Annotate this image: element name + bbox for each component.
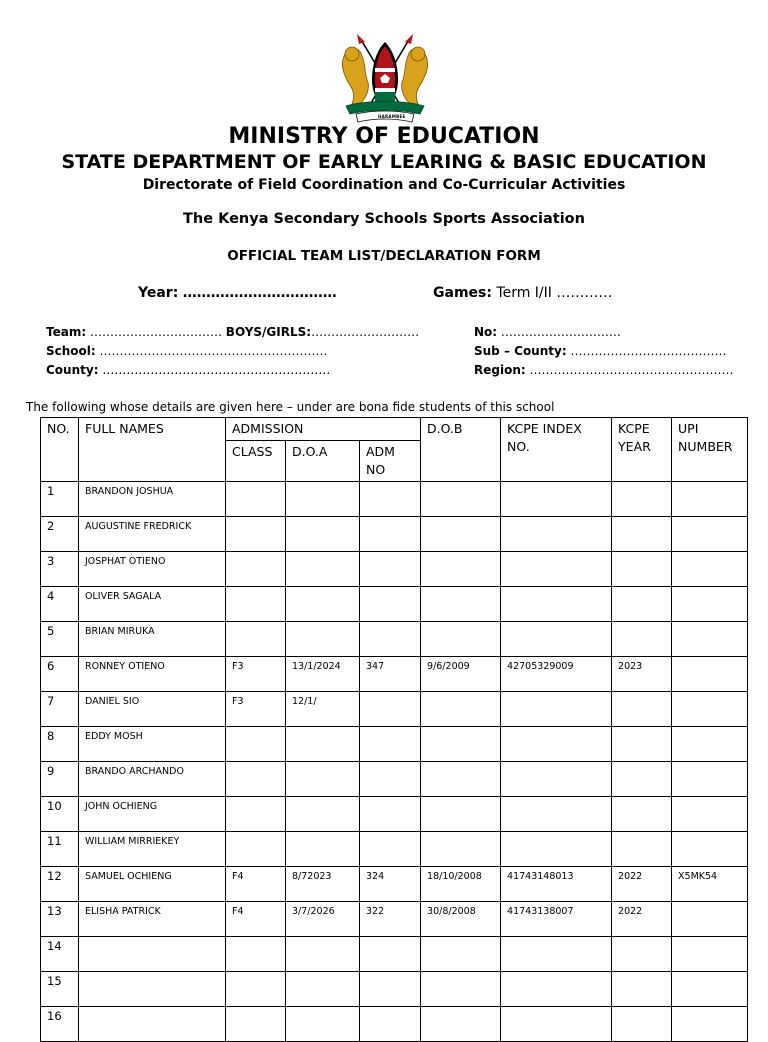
kcpe-index-cell [501, 1007, 612, 1042]
row-number: 13 [41, 902, 79, 937]
kcpe-index-cell [501, 762, 612, 797]
class-cell [226, 622, 286, 657]
region-field [474, 363, 734, 377]
kcpe-year-cell [612, 762, 672, 797]
student-name: OLIVER SAGALA [79, 587, 226, 622]
doa-cell [286, 972, 360, 1007]
kcpe-year-cell: 2022 [612, 902, 672, 937]
upi-cell [672, 587, 748, 622]
adm-no-cell [360, 587, 421, 622]
header-adm-no-line2: NO [366, 462, 386, 477]
games-value: Term I/II ………… [496, 285, 613, 301]
upi-cell [672, 762, 748, 797]
kcpe-index-cell [501, 517, 612, 552]
student-name: SAMUEL OCHIENG [79, 867, 226, 902]
dob-cell [421, 587, 501, 622]
table-row [41, 902, 748, 937]
row-number: 12 [41, 867, 79, 902]
school-field [46, 344, 328, 358]
games-label: Games: [433, 285, 492, 301]
upi-cell [672, 692, 748, 727]
student-name: WILLIAM MIRRIEKEY [79, 832, 226, 867]
student-name: EDDY MOSH [79, 727, 226, 762]
kcpe-year-cell [612, 552, 672, 587]
kcpe-index-cell [501, 832, 612, 867]
class-cell [226, 797, 286, 832]
region-label: Region: [474, 363, 526, 377]
dob-cell [421, 832, 501, 867]
county-field [46, 363, 330, 377]
header-no: NO. [41, 418, 79, 482]
directorate-title: Directorate of Field Coordination and Co-Curricular Activities [142, 177, 626, 193]
row-number: 10 [41, 797, 79, 832]
kcpe-year-cell [612, 587, 672, 622]
dob-cell: 18/10/2008 [421, 867, 501, 902]
student-name: ELISHA PATRICK [79, 902, 226, 937]
kcpe-year-cell [612, 797, 672, 832]
doa-cell: 8/72023 [286, 867, 360, 902]
dob-cell [421, 762, 501, 797]
kcpe-index-cell [501, 797, 612, 832]
class-cell [226, 762, 286, 797]
student-name [79, 937, 226, 972]
student-name [79, 1007, 226, 1042]
row-number: 3 [41, 552, 79, 587]
class-cell [226, 937, 286, 972]
dob-cell [421, 937, 501, 972]
student-name: AUGUSTINE FREDRICK [79, 517, 226, 552]
coat-of-arms-icon [338, 34, 432, 124]
doa-cell [286, 517, 360, 552]
header-upi-line2: NUMBER [678, 439, 733, 454]
boys-girls-label: BOYS/GIRLS: [225, 325, 312, 339]
doa-cell [286, 937, 360, 972]
class-cell [226, 482, 286, 517]
student-name: JOHN OCHIENG [79, 797, 226, 832]
table-row [41, 482, 748, 517]
header-kcpe-index-line2: NO. [507, 439, 530, 454]
table-row [41, 622, 748, 657]
header-doa: D.O.A [286, 441, 360, 482]
header-kcpe-index-line1: KCPE INDEX [507, 421, 582, 436]
class-cell [226, 972, 286, 1007]
table-row [41, 867, 748, 902]
dob-cell: 30/8/2008 [421, 902, 501, 937]
adm-no-cell [360, 832, 421, 867]
doa-cell [286, 797, 360, 832]
doa-cell [286, 622, 360, 657]
doa-cell [286, 1007, 360, 1042]
row-number: 8 [41, 727, 79, 762]
row-number: 14 [41, 937, 79, 972]
adm-no-cell [360, 762, 421, 797]
team-value: …………………………… [89, 325, 222, 339]
kcpe-year-cell [612, 517, 672, 552]
kcpe-index-cell [501, 937, 612, 972]
header-class: CLASS [226, 441, 286, 482]
table-row [41, 517, 748, 552]
header-full-names: FULL NAMES [79, 418, 226, 482]
adm-no-cell [360, 797, 421, 832]
doa-cell [286, 552, 360, 587]
upi-cell [672, 832, 748, 867]
doa-cell: 12/1/ [286, 692, 360, 727]
dob-cell [421, 517, 501, 552]
no-field [474, 325, 621, 339]
doa-cell [286, 727, 360, 762]
upi-cell [672, 657, 748, 692]
kcpe-index-cell [501, 552, 612, 587]
header-kcpe-year-line1: KCPE [618, 421, 650, 436]
kcpe-index-cell [501, 622, 612, 657]
region-value: …………………………………………… [529, 363, 734, 377]
row-number: 11 [41, 832, 79, 867]
subcounty-field [474, 344, 726, 358]
student-name: JOSPHAT OTIENO [79, 552, 226, 587]
doa-cell [286, 482, 360, 517]
student-name: DANIEL SIO [79, 692, 226, 727]
doa-cell [286, 587, 360, 622]
row-number: 6 [41, 657, 79, 692]
class-cell: F3 [226, 657, 286, 692]
student-name: BRANDO ARCHANDO [79, 762, 226, 797]
row-number: 9 [41, 762, 79, 797]
table-row [41, 762, 748, 797]
adm-no-cell [360, 692, 421, 727]
upi-cell [672, 552, 748, 587]
class-cell [226, 587, 286, 622]
class-cell [226, 1007, 286, 1042]
kcpe-index-cell [501, 727, 612, 762]
class-cell: F3 [226, 692, 286, 727]
upi-cell [672, 1007, 748, 1042]
kcpe-index-cell: 42705329009 [501, 657, 612, 692]
table-row [41, 797, 748, 832]
header-dob: D.O.B [421, 418, 501, 482]
table-row [41, 1007, 748, 1042]
class-cell [226, 517, 286, 552]
student-name: RONNEY OTIENO [79, 657, 226, 692]
kcpe-year-cell [612, 482, 672, 517]
doa-cell: 13/1/2024 [286, 657, 360, 692]
kcpe-year-cell [612, 937, 672, 972]
kcpe-year-cell [612, 972, 672, 1007]
adm-no-cell [360, 727, 421, 762]
upi-cell [672, 482, 748, 517]
subcounty-label: Sub – County: [474, 344, 567, 358]
adm-no-cell [360, 517, 421, 552]
dob-cell [421, 692, 501, 727]
adm-no-cell: 324 [360, 867, 421, 902]
class-cell [226, 552, 286, 587]
header-admission: ADMISSION [226, 418, 421, 441]
table-row [41, 937, 748, 972]
class-cell: F4 [226, 902, 286, 937]
kcpe-year-cell [612, 832, 672, 867]
kcpe-year-cell: 2022 [612, 867, 672, 902]
kcpe-year-cell [612, 1007, 672, 1042]
dob-cell [421, 727, 501, 762]
table-row [41, 692, 748, 727]
class-cell: F4 [226, 867, 286, 902]
crest-motto: HARAMBEE [378, 114, 406, 119]
upi-cell [672, 937, 748, 972]
row-number: 2 [41, 517, 79, 552]
form-title: OFFICIAL TEAM LIST/DECLARATION FORM [227, 248, 541, 264]
kcpe-index-cell: 41743148013 [501, 867, 612, 902]
upi-cell [672, 972, 748, 1007]
adm-no-cell [360, 937, 421, 972]
row-number: 4 [41, 587, 79, 622]
year-field [138, 285, 337, 301]
row-number: 5 [41, 622, 79, 657]
table-row [41, 657, 748, 692]
kcpe-index-cell: 41743138007 [501, 902, 612, 937]
adm-no-cell [360, 552, 421, 587]
kcpe-index-cell [501, 482, 612, 517]
header-kcpe-year-line2: YEAR [618, 439, 651, 454]
dob-cell [421, 552, 501, 587]
kcpe-index-cell [501, 587, 612, 622]
adm-no-cell [360, 482, 421, 517]
county-value: ………………………………………………… [102, 363, 331, 377]
header-upi [672, 418, 748, 482]
dob-cell: 9/6/2009 [421, 657, 501, 692]
table-row [41, 552, 748, 587]
dob-cell [421, 797, 501, 832]
row-number: 1 [41, 482, 79, 517]
header-kcpe-year [612, 418, 672, 482]
no-label: No: [474, 325, 498, 339]
upi-cell [672, 622, 748, 657]
upi-cell [672, 902, 748, 937]
kcpe-year-cell [612, 622, 672, 657]
year-value: …………………………… [182, 285, 337, 301]
team-field [46, 325, 419, 339]
header-adm-no [360, 441, 421, 482]
student-name: BRANDON JOSHUA [79, 482, 226, 517]
department-title: STATE DEPARTMENT OF EARLY LEARING & BASIC EDUCATION [61, 151, 707, 173]
ministry-title: MINISTRY OF EDUCATION [228, 124, 540, 149]
dob-cell [421, 972, 501, 1007]
intro-text: The following whose details are given here – under are bona fide students of this school [26, 400, 555, 414]
association-title: The Kenya Secondary Schools Sports Association [183, 211, 585, 227]
subcounty-value: ………………………………… [570, 344, 727, 358]
upi-cell: X5MK54 [672, 867, 748, 902]
doa-cell [286, 832, 360, 867]
dob-cell [421, 1007, 501, 1042]
row-number: 16 [41, 1007, 79, 1042]
doa-cell: 3/7/2026 [286, 902, 360, 937]
adm-no-cell [360, 1007, 421, 1042]
adm-no-cell: 347 [360, 657, 421, 692]
kcpe-year-cell [612, 727, 672, 762]
upi-cell [672, 727, 748, 762]
row-number: 7 [41, 692, 79, 727]
no-value: ………………………… [500, 325, 621, 339]
kcpe-index-cell [501, 972, 612, 1007]
adm-no-cell: 322 [360, 902, 421, 937]
school-label: School: [46, 344, 96, 358]
header-kcpe-index [501, 418, 612, 482]
school-value: ………………………………………………… [99, 344, 328, 358]
table-row [41, 832, 748, 867]
student-name: BRIAN MIRUKA [79, 622, 226, 657]
year-label: Year: [138, 285, 179, 301]
games-field [433, 285, 612, 301]
table-row [41, 972, 748, 1007]
table-row [41, 587, 748, 622]
doa-cell [286, 762, 360, 797]
header-upi-line1: UPI [678, 421, 699, 436]
header-adm-no-line1: ADM [366, 444, 395, 459]
adm-no-cell [360, 622, 421, 657]
kcpe-year-cell [612, 692, 672, 727]
upi-cell [672, 797, 748, 832]
county-label: County: [46, 363, 99, 377]
kcpe-index-cell [501, 692, 612, 727]
boys-girls-value: ……………………… [311, 325, 420, 339]
dob-cell [421, 482, 501, 517]
student-name [79, 972, 226, 1007]
row-number: 15 [41, 972, 79, 1007]
table-row [41, 727, 748, 762]
team-list-table [40, 417, 748, 1042]
kcpe-year-cell: 2023 [612, 657, 672, 692]
adm-no-cell [360, 972, 421, 1007]
class-cell [226, 727, 286, 762]
team-label: Team: [46, 325, 87, 339]
class-cell [226, 832, 286, 867]
dob-cell [421, 622, 501, 657]
upi-cell [672, 517, 748, 552]
